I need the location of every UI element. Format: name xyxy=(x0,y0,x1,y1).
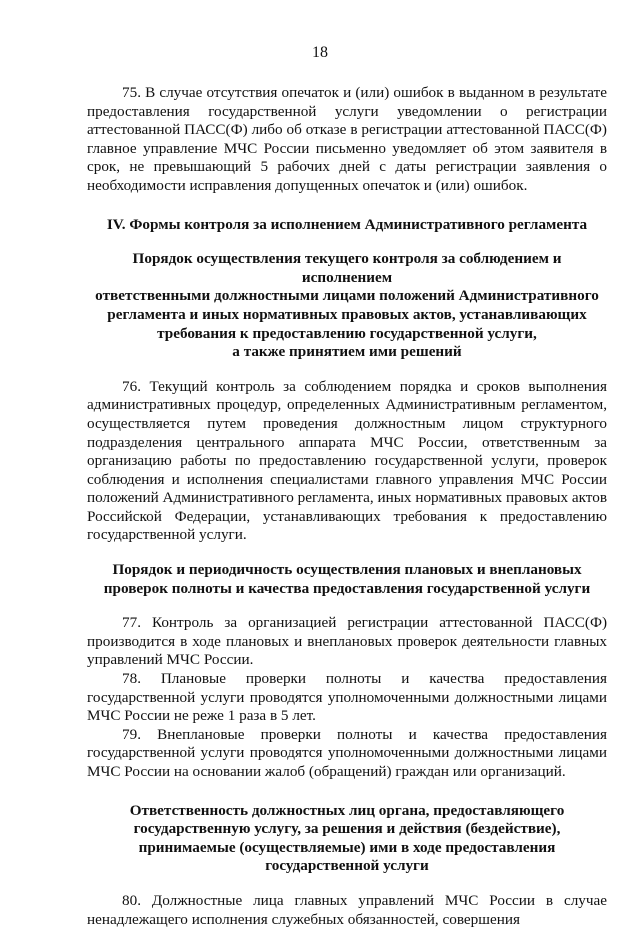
paragraph-77: 77. Контроль за организацией регистрации аттестованной ПАСС(Ф) производится в ходе плановых и внеплановых проверок деятельности главных управлений МЧС России. xyxy=(87,614,607,669)
section-heading-iv: IV. Формы контроля за исполнением Административного регламента xyxy=(106,215,588,233)
subheading-line: государственной услуги xyxy=(265,857,429,875)
page-number: 18 xyxy=(312,44,328,61)
paragraph-75: 75. В случае отсутствия опечаток и (или) ошибок в выданном в результате предоставления государственной услуги уведомлении о регистрации аттестованной ПАСС(Ф) либо об отказе в регистрации аттестованной ПАСС(Ф) главное управление МЧС России письменно уведомляет об этом заявителя в срок, не превышающий 5 рабочих дней с даты регистрации заявления о необходимости исправления допущенных опечаток и (или) ошибок. xyxy=(87,84,607,194)
subheading-line: принимаемые (осуществляемые) ими в ходе предоставления xyxy=(138,838,556,856)
subheading-line: а также принятием ими решений xyxy=(232,343,462,361)
paragraph-78: 78. Плановые проверки полноты и качества предоставления государственной услуги проводятся уполномоченными должностными лицами МЧС России не реже 1 раза в 5 лет. xyxy=(87,670,607,725)
subheading-responsibility xyxy=(87,802,607,876)
subheading-line: проверок полноты и качества предоставления государственной услуги xyxy=(103,579,591,597)
subheading-line: регламента и иных нормативных правовых актов, устанавливающих xyxy=(107,305,587,323)
subheading-line: ответственными должностными лицами положений Административного xyxy=(95,287,599,305)
subheading-line: государственную услугу, за решения и действия (бездействие), xyxy=(133,820,561,838)
subheading-line: Порядок осуществления текущего контроля за соблюдением и исполнением xyxy=(132,250,562,286)
paragraph-79: 79. Внеплановые проверки полноты и качества предоставления государственной услуги проводятся уполномоченными должностными лицами МЧС России на основании жалоб (обращений) граждан или организаций. xyxy=(87,725,607,780)
subheading-line: требования к предоставлению государственной услуги, xyxy=(157,324,537,342)
subheading-current-control xyxy=(87,250,607,362)
paragraph-76: 76. Текущий контроль за соблюдением порядка и сроков выполнения административных процедур, определенных Административным регламентом, осуществляется путем проведения должностным лицом структурного подразделения центрального аппарата МЧС России, ответственным за организацию работы по предоставлению государственной услуги, проверок соблюдения и исполнения специалистами главного управления МЧС России положений Административного регламента, иных нормативных правовых актов Российской Федерации, устанавливающих требования к предоставлению государственной услуги. xyxy=(87,377,607,544)
subheading-inspections xyxy=(87,561,607,598)
paragraph-80: 80. Должностные лица главных управлений МЧС России в случае ненадлежащего исполнения служебных обязанностей, совершения xyxy=(87,891,607,928)
subheading-line: Ответственность должностных лиц органа, предоставляющего xyxy=(129,801,565,819)
subheading-line: Порядок и периодичность осуществления плановых и внеплановых xyxy=(112,561,582,579)
page-content xyxy=(87,84,607,929)
